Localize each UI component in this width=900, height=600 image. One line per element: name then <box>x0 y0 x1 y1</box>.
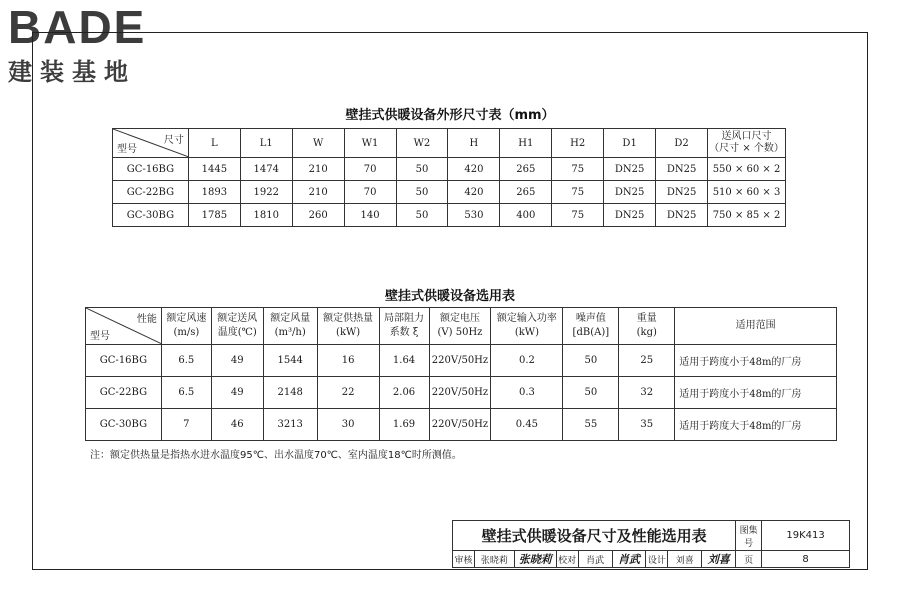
value-cell: 260 <box>292 204 344 227</box>
table1-row <box>113 204 786 227</box>
title-block <box>452 520 850 568</box>
value-cell: 400 <box>500 204 552 227</box>
checker-signature: 肖武 <box>612 551 646 568</box>
value-cell: 1810 <box>240 204 292 227</box>
value-cell: 210 <box>292 158 344 181</box>
col-header <box>263 308 317 345</box>
value-cell: 1785 <box>188 204 240 227</box>
value-cell: 75 <box>552 181 604 204</box>
value-cell: 49 <box>211 377 263 409</box>
value-cell: 6.5 <box>161 345 211 377</box>
value-cell: 1474 <box>240 158 292 181</box>
value-cell: 420 <box>448 158 500 181</box>
col-header-line: 温度(℃) <box>217 327 257 338</box>
selection-table <box>85 307 837 441</box>
col-header-line: 重量 <box>636 313 657 324</box>
col-header <box>675 308 837 345</box>
value-cell: 0.45 <box>491 409 563 441</box>
model-cell: GC-22BG <box>113 181 189 204</box>
col-header <box>619 308 675 345</box>
value-cell: 25 <box>619 345 675 377</box>
value-cell: 30 <box>317 409 379 441</box>
value-cell: 32 <box>619 377 675 409</box>
table1-row <box>113 181 786 204</box>
application-cell: 适用于跨度大于48m的厂房 <box>675 409 837 441</box>
value-cell: 50 <box>396 181 448 204</box>
table1-body <box>113 158 786 227</box>
value-cell: 550 × 60 × 2 <box>708 158 786 181</box>
col-header <box>211 308 263 345</box>
col-header-outlet <box>708 129 786 158</box>
value-cell: 265 <box>500 158 552 181</box>
value-cell: 140 <box>344 204 396 227</box>
col-header-line: 噪声值 <box>575 313 606 324</box>
value-cell: 49 <box>211 345 263 377</box>
value-cell: 50 <box>563 377 619 409</box>
table2-header-row <box>86 308 837 345</box>
outlet-header-line2: （尺寸 × 个数） <box>709 143 784 154</box>
col-header: L <box>188 129 240 158</box>
col-header-line: (kW) <box>514 327 539 338</box>
value-cell: 420 <box>448 181 500 204</box>
value-cell: 6.5 <box>161 377 211 409</box>
table2-row <box>86 409 837 441</box>
value-cell: 7 <box>161 409 211 441</box>
value-cell: 750 × 85 × 2 <box>708 204 786 227</box>
value-cell: 70 <box>344 181 396 204</box>
page-label: 页 <box>736 551 762 568</box>
atlas-label: 图集号 <box>736 521 762 551</box>
col-header <box>161 308 211 345</box>
atlas-number: 19K413 <box>762 521 850 551</box>
model-cell: GC-16BG <box>86 345 162 377</box>
table2-title: 壁挂式供暖设备选用表 <box>384 289 515 304</box>
col-header: H2 <box>552 129 604 158</box>
col-header-line: [dB(A)] <box>572 327 610 338</box>
table1-header-row <box>113 129 786 158</box>
table1-corner-cell <box>113 129 189 158</box>
col-header <box>491 308 563 345</box>
col-header: H1 <box>500 129 552 158</box>
value-cell: 530 <box>448 204 500 227</box>
value-cell: 2148 <box>263 377 317 409</box>
col-header-line: 适用范围 <box>735 320 776 331</box>
value-cell: 220V/50Hz <box>429 345 491 377</box>
corner-bottom-label: 型号 <box>117 144 137 155</box>
table2-row <box>86 377 837 409</box>
check-label: 校对 <box>556 551 578 568</box>
value-cell: 75 <box>552 204 604 227</box>
application-cell: 适用于跨度小于48m的厂房 <box>675 377 837 409</box>
col-header <box>563 308 619 345</box>
value-cell: 70 <box>344 158 396 181</box>
value-cell: 50 <box>396 204 448 227</box>
value-cell: 1544 <box>263 345 317 377</box>
application-cell: 适用于跨度小于48m的厂房 <box>675 345 837 377</box>
value-cell: 2.06 <box>379 377 429 409</box>
value-cell: 220V/50Hz <box>429 377 491 409</box>
col-header-line: 额定风速 <box>166 313 207 324</box>
page-number: 8 <box>762 551 850 568</box>
value-cell: DN25 <box>604 204 656 227</box>
col-header-line: 额定供热量 <box>323 313 374 324</box>
value-cell: 220V/50Hz <box>429 409 491 441</box>
value-cell: 75 <box>552 158 604 181</box>
col-header: H <box>448 129 500 158</box>
design-label: 设计 <box>646 551 668 568</box>
table2-row <box>86 345 837 377</box>
reviewer-signature: 张晓莉 <box>514 551 556 568</box>
value-cell: 22 <box>317 377 379 409</box>
logo-subtitle: 建装基地 <box>8 58 136 86</box>
value-cell: 16 <box>317 345 379 377</box>
col-header: L1 <box>240 129 292 158</box>
value-cell: DN25 <box>656 158 708 181</box>
value-cell: DN25 <box>656 204 708 227</box>
col-header-line: (m/s) <box>173 327 200 338</box>
logo-brand-text: BADE <box>8 1 147 53</box>
value-cell: 0.2 <box>491 345 563 377</box>
table2-corner-cell <box>86 308 162 345</box>
table1-title: 壁挂式供暖设备外形尺寸表（mm） <box>345 108 555 123</box>
col-header-line: 额定送风 <box>217 313 258 324</box>
col-header-line: 局部阻力 <box>384 313 425 324</box>
corner-top-label: 性能 <box>136 314 157 325</box>
col-header: D2 <box>656 129 708 158</box>
review-label: 审核 <box>453 551 475 568</box>
value-cell: 265 <box>500 181 552 204</box>
designer-name: 刘喜 <box>668 551 702 568</box>
col-header-line: 额定风量 <box>270 313 311 324</box>
col-header <box>379 308 429 345</box>
value-cell: 3213 <box>263 409 317 441</box>
reviewer-name: 张晓莉 <box>474 551 514 568</box>
dimension-table <box>112 128 786 227</box>
value-cell: 1.69 <box>379 409 429 441</box>
col-header-line: (V) 50Hz <box>437 327 483 338</box>
col-header: W1 <box>344 129 396 158</box>
value-cell: 35 <box>619 409 675 441</box>
corner-top-label: 尺寸 <box>163 135 184 146</box>
table1-row <box>113 158 786 181</box>
model-cell: GC-30BG <box>86 409 162 441</box>
value-cell: 210 <box>292 181 344 204</box>
value-cell: DN25 <box>656 181 708 204</box>
col-header-line: (m³/h) <box>274 327 306 338</box>
value-cell: 1445 <box>188 158 240 181</box>
col-header <box>317 308 379 345</box>
model-cell: GC-30BG <box>113 204 189 227</box>
col-header: W2 <box>396 129 448 158</box>
col-header-line: (kW) <box>336 327 361 338</box>
model-cell: GC-16BG <box>113 158 189 181</box>
col-header: W <box>292 129 344 158</box>
col-header-line: (kg) <box>636 327 657 338</box>
outlet-header-line1: 送风口尺寸 <box>721 131 772 142</box>
footnote: 注：额定供热量是指热水进水温度95℃、出水温度70℃、室内温度18℃时所测值。 <box>90 450 462 461</box>
corner-bottom-label: 型号 <box>90 331 110 342</box>
col-header: D1 <box>604 129 656 158</box>
value-cell: 1922 <box>240 181 292 204</box>
table2-body <box>86 345 837 441</box>
col-header <box>429 308 491 345</box>
model-cell: GC-22BG <box>86 377 162 409</box>
value-cell: 1893 <box>188 181 240 204</box>
col-header-line: 额定电压 <box>439 313 480 324</box>
value-cell: 46 <box>211 409 263 441</box>
designer-signature: 刘喜 <box>702 551 736 568</box>
value-cell: 1.64 <box>379 345 429 377</box>
value-cell: 55 <box>563 409 619 441</box>
checker-name: 肖武 <box>578 551 612 568</box>
value-cell: 50 <box>563 345 619 377</box>
drawing-title: 壁挂式供暖设备尺寸及性能选用表 <box>453 521 736 551</box>
col-header-line: 系数 ξ <box>389 327 419 338</box>
value-cell: DN25 <box>604 158 656 181</box>
value-cell: 510 × 60 × 3 <box>708 181 786 204</box>
value-cell: DN25 <box>604 181 656 204</box>
value-cell: 50 <box>396 158 448 181</box>
col-header-line: 额定输入功率 <box>496 313 557 324</box>
value-cell: 0.3 <box>491 377 563 409</box>
